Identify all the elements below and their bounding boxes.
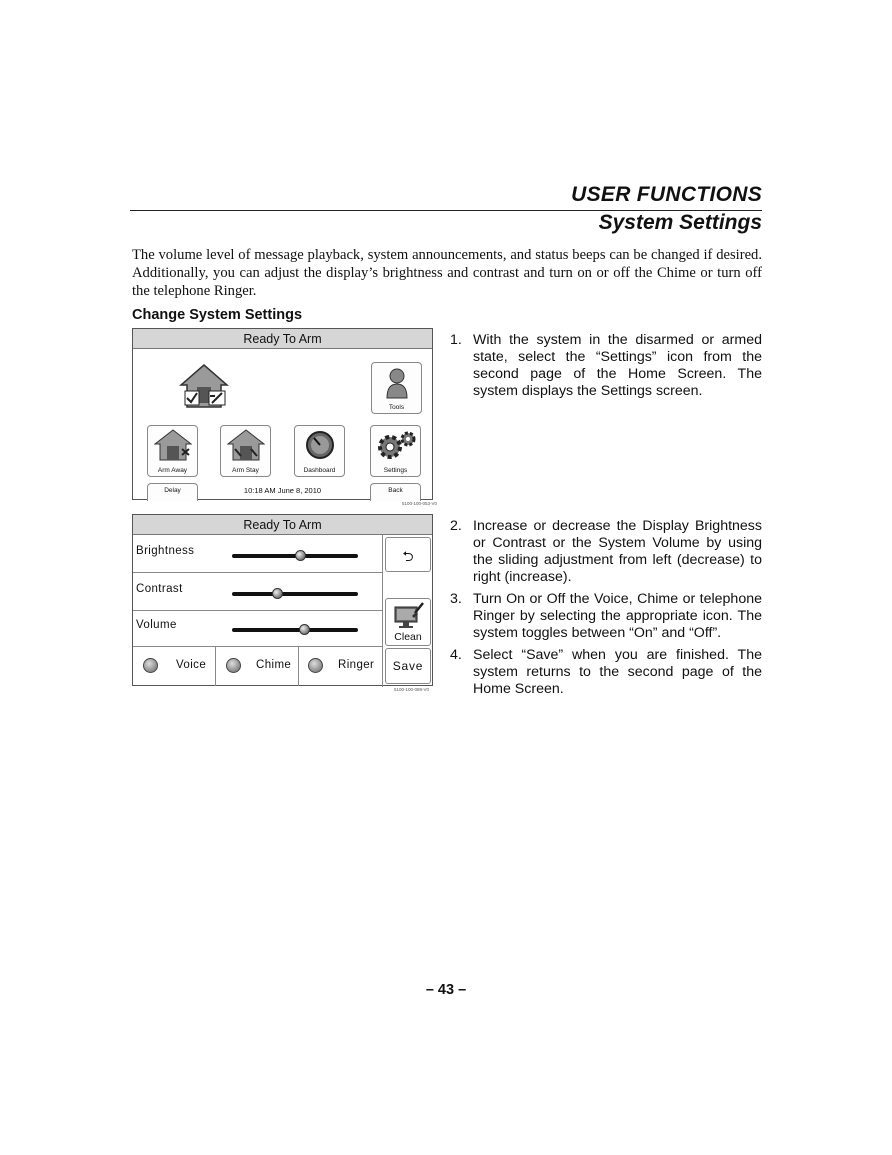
step-text: With the system in the disarmed or armed state, select the “Settings” icon from the second page of the Home Screen. The system displays the Settings screen. — [473, 332, 762, 399]
arm-away-label: Arm Away — [157, 467, 188, 474]
brightness-slider[interactable] — [232, 554, 358, 558]
contrast-label: Contrast — [136, 583, 183, 595]
undo-icon: ⮌ — [402, 549, 414, 565]
step-number: 1. — [450, 332, 462, 348]
step-item — [450, 591, 762, 642]
volume-row — [133, 611, 382, 647]
arm-away-button[interactable] — [147, 425, 198, 477]
figure-id: 5100-100-053-V0 — [402, 501, 438, 506]
step-number: 3. — [450, 591, 462, 607]
arm-stay-button[interactable] — [220, 425, 271, 477]
step-text: Turn On or Off the Voice, Chime or telephone Ringer by selecting the appropriate icon. The system toggles between “On” and “Off”. — [473, 591, 762, 641]
voice-toggle-icon — [143, 658, 158, 673]
page-subtitle: System Settings — [598, 211, 762, 234]
clean-label: Clean — [394, 631, 422, 643]
step-1-block — [450, 332, 762, 405]
dashboard-icon — [305, 430, 335, 460]
contrast-slider-thumb[interactable] — [272, 588, 283, 599]
status-datetime: 10:18 AM June 8, 2010 — [243, 486, 322, 495]
clean-button[interactable] — [385, 598, 431, 646]
step-number: 4. — [450, 647, 462, 663]
monitor-clean-icon — [393, 601, 425, 629]
dashboard-button[interactable] — [294, 425, 345, 477]
ringer-toggle-icon — [308, 658, 323, 673]
tools-label: Tools — [388, 404, 405, 411]
contrast-slider[interactable] — [232, 592, 358, 596]
person-icon — [385, 367, 409, 399]
chime-toggle-icon — [226, 658, 241, 673]
settings-button[interactable] — [370, 425, 421, 477]
house-stay-icon — [227, 429, 265, 461]
figure-id: 5100-100-088-V0 — [394, 687, 430, 692]
screen-header: Ready To Arm — [133, 515, 432, 535]
settings-screen-figure — [132, 514, 433, 686]
house-away-icon — [154, 429, 192, 461]
contrast-row — [133, 573, 382, 611]
dashboard-label: Dashboard — [303, 467, 336, 474]
settings-label: Settings — [383, 467, 408, 474]
volume-slider-thumb[interactable] — [299, 624, 310, 635]
chime-label: Chime — [256, 659, 292, 671]
section-heading: Change System Settings — [132, 307, 303, 323]
step-text: Increase or decrease the Display Brightness or Contrast or the System Volume by using the sliding adjustment from left (decrease) to right (increase). — [473, 518, 762, 585]
panel-divider — [382, 535, 383, 687]
home-screen-figure — [132, 328, 433, 500]
arm-stay-label: Arm Stay — [232, 467, 259, 474]
tools-button[interactable] — [371, 362, 422, 414]
volume-slider[interactable] — [232, 628, 358, 632]
brightness-label: Brightness — [136, 545, 195, 557]
ringer-toggle[interactable] — [299, 647, 382, 686]
house-status-icon — [179, 363, 229, 414]
page-number: – 43 – — [425, 982, 467, 998]
delay-label: Delay — [164, 487, 181, 494]
step-2-4-block — [450, 518, 762, 703]
page-title: USER FUNCTIONS — [571, 183, 762, 206]
save-label: Save — [392, 659, 424, 673]
screen-header: Ready To Arm — [133, 329, 432, 349]
step-text: Select “Save” when you are finished. The system returns to the second page of the Home Screen. — [473, 647, 762, 697]
back-button[interactable] — [385, 537, 431, 572]
brightness-slider-thumb[interactable] — [295, 550, 306, 561]
intro-paragraph: The volume level of message playback, system announcements, and status beeps can be changed if desired. Additionally, you can adjust the display’s brightness and contrast and turn on or off the Chime or turn off the telephone Ringer. — [132, 247, 762, 299]
step-item — [450, 518, 762, 586]
step-number: 2. — [450, 518, 462, 534]
back-button[interactable] — [370, 483, 421, 501]
brightness-row — [133, 535, 382, 573]
ringer-label: Ringer — [338, 659, 375, 671]
toggle-row — [133, 647, 382, 686]
volume-label: Volume — [136, 619, 177, 631]
gear-icon — [375, 430, 417, 460]
step-item — [450, 332, 762, 400]
chime-toggle[interactable] — [216, 647, 299, 686]
save-button[interactable] — [385, 648, 431, 684]
step-item — [450, 647, 762, 698]
voice-label: Voice — [176, 659, 207, 671]
voice-toggle[interactable] — [133, 647, 216, 686]
back-label: Back — [388, 487, 403, 494]
